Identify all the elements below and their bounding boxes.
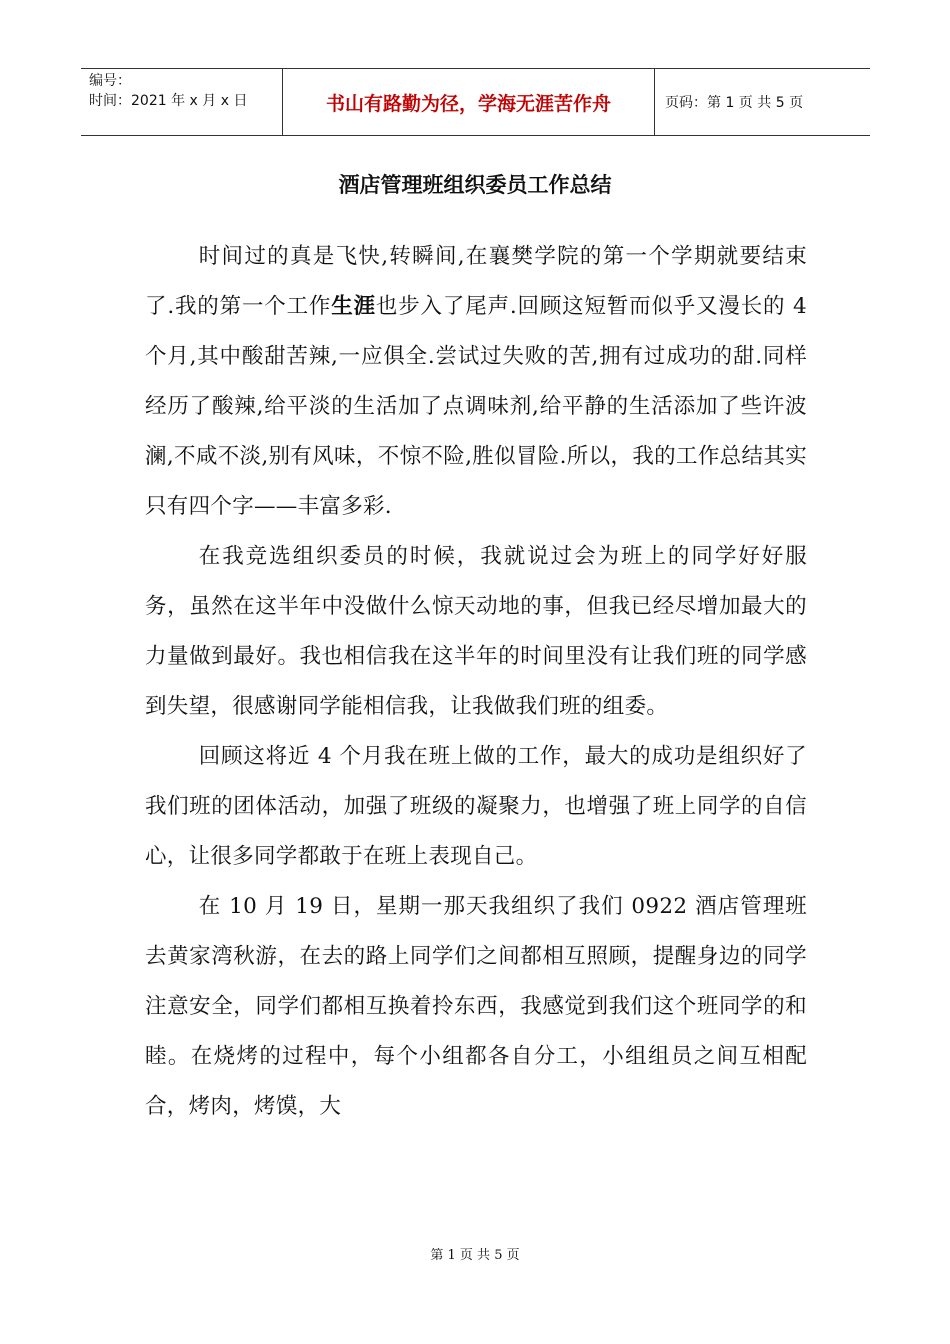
document-title: 酒店管理班组织委员工作总结 [338,172,612,197]
paragraph-3: 回顾这将近 4 个月我在班上做的工作，最大的成功是组织好了我们班的团体活动，加强了班级的凝聚力，也增强了班上同学的自信心，让很多同学都敢于在班上表现自己。 [145,744,807,869]
paragraph-1-bold-word: 生涯 [331,294,376,319]
header-motto: 书山有路勤为径，学海无涯苦作舟 [283,69,655,135]
page-footer: 第 1 页 共 5 页 [430,1248,520,1263]
document-date-label: 时间：2021 年 x 月 x 日 [89,93,248,109]
header-page-info: 页码：第 1 页 共 5 页 [665,95,804,111]
header-table [81,68,870,136]
header-meta-cell [81,69,283,135]
paragraph-4: 在 10 月 19 日，星期一那天我组织了我们 0922 酒店管理班去黄家湾秋游，在去的路上同学们之间都相互照顾，提醒身边的同学注意安全，同学们都相互换着拎东西，我感觉到我们这个班同学的和睦。在烧烤的过程中，每个小组都各自分工，小组组员之间互相配合，烤肉，烤馍，大 [145,894,807,1119]
paragraph-1-text-before: 时间过的真是飞快,转瞬间,在襄樊学院的第一个学期就要结束了.我的第一个工作 [145,244,807,319]
paragraph-1 [145,232,807,532]
document-number-label: 编号： [89,73,131,89]
paragraph-2: 在我竞选组织委员的时候，我就说过会为班上的同学好好服务，虽然在这半年中没做什么惊天动地的事，但我已经尽增加最大的力量做到最好。我也相信我在这半年的时间里没有让我们班的同学感到失望，很感谢同学能相信我，让我做我们班的组委。 [145,544,807,719]
paragraph-1-text-after: 也步入了尾声.回顾这短暂而似乎又漫长的 4 个月,其中酸甜苦辣,一应俱全.尝试过失败的苦,拥有过成功的甜.同样经历了酸辣,给平淡的生活加了点调味剂,给平静的生活添加了些许波澜,不咸不淡,别有风味，不惊不险,胜似冒险.所以，我的工作总结其实只有四个字——丰富多彩. [145,294,807,519]
document-body [145,232,807,1132]
